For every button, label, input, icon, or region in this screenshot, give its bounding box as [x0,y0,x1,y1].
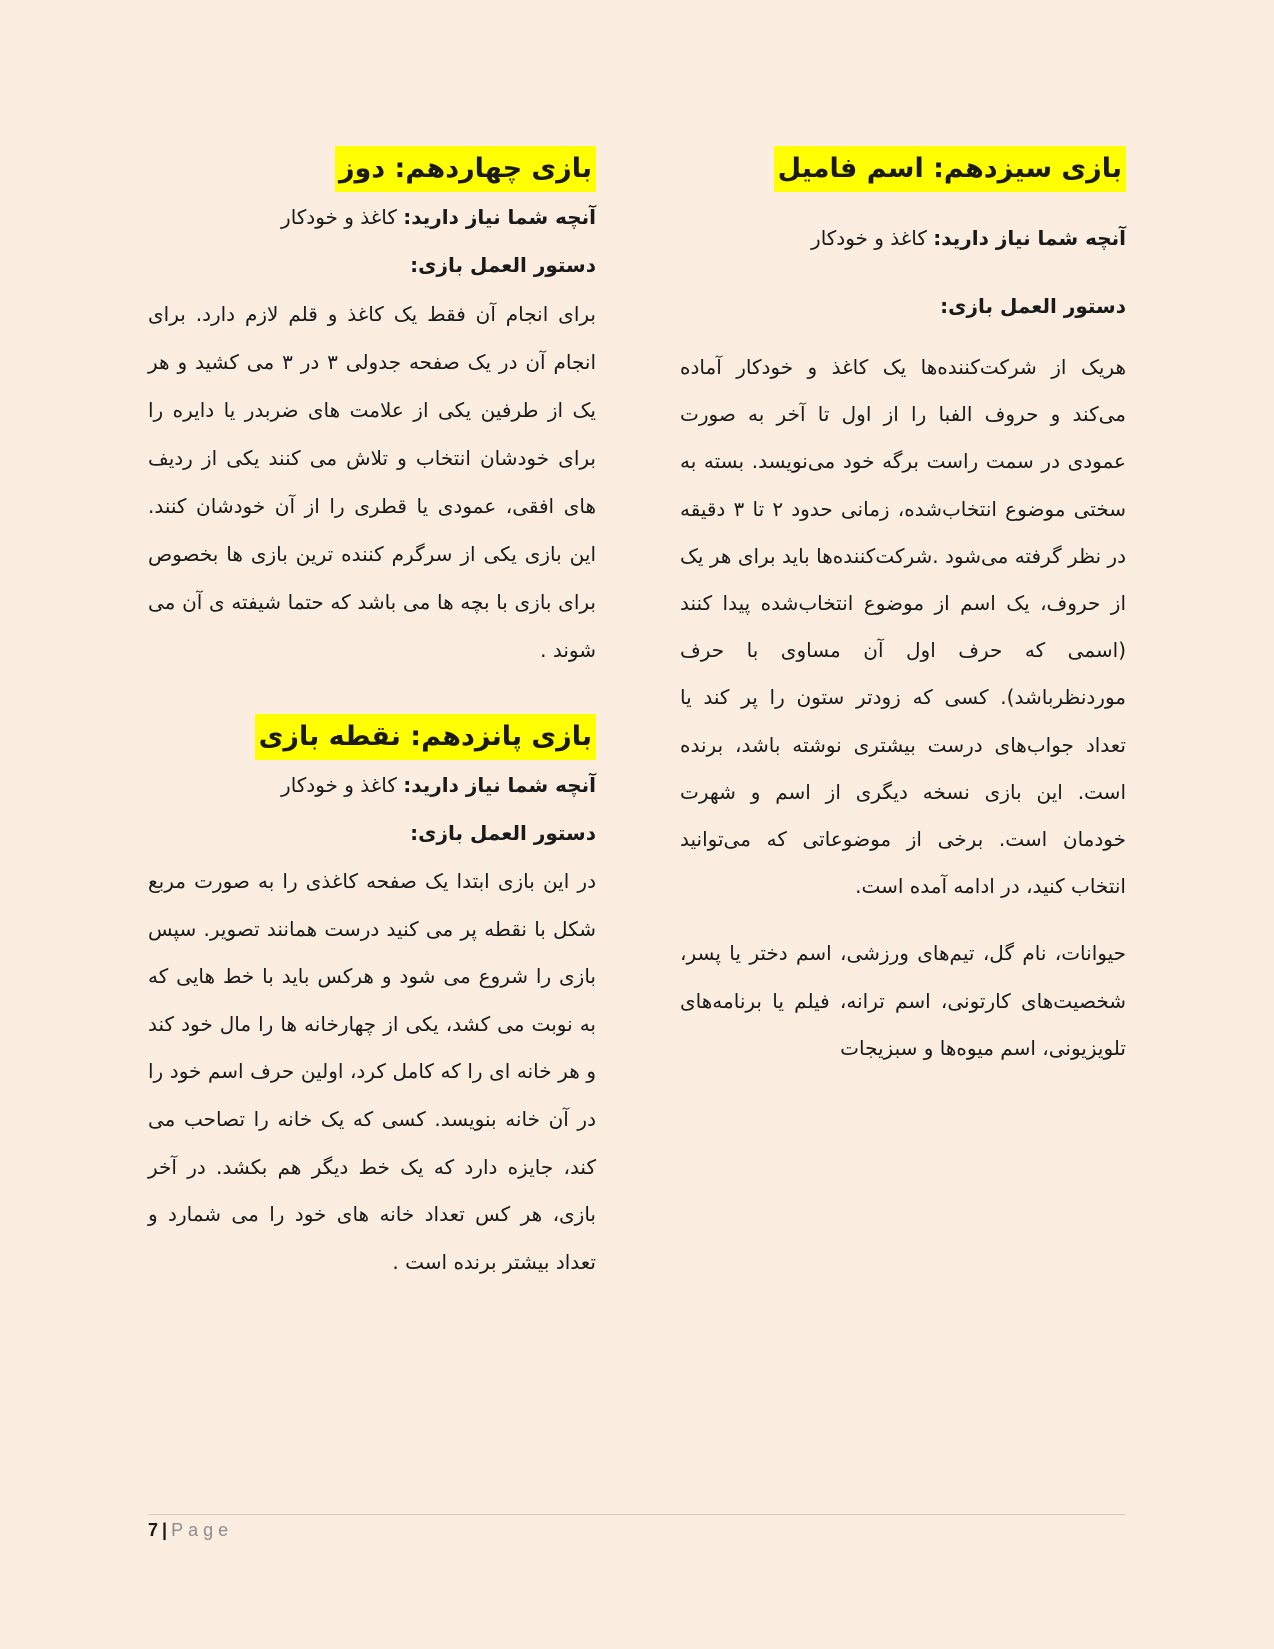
game15-title: بازی پانزدهم: نقطه بازی [255,714,596,760]
game14-need-label: آنچه شما نیاز دارید: [403,205,596,229]
footer-divider [148,1514,1126,1515]
game13-body: هریک از شرکت‌کننده‌ها یک کاغذ و خودکار آماده می‌کند و حروف الفبا را از اول تا آخر به صورت عمودی در سمت راست برگه خود می‌نویسد. بسته به سختی موضوع انتخاب‌شده، زمانی حدود ۲ تا ۳ دقیقه در نظر گرفته می‌شود .شرکت‌کننده‌ها باید برای هر یک از حروف، یک اسم از موضوع انتخاب‌شده پیدا کنند (اسمی که حرف اول آن مساوی با حرف موردنظرباشد). کسی که زودتر ستون را پر کند یا تعداد جواب‌های درست بیشتری نوشته باشد، برنده است. این بازی نسخه دیگری از اسم و شهرت خودمان است. برخی از موضوعاتی که می‌توانید انتخاب کنید، در ادامه آمده است. [680,355,1126,899]
game14-section [148,146,596,674]
game15-section [148,714,596,1286]
footer-separator: | [162,1520,168,1540]
game13-instructions-label: دستور العمل بازی: [940,294,1126,318]
game14-title: بازی چهاردهم: دوز [335,146,596,192]
game15-need-value: کاغذ و خودکار [281,773,404,797]
game13-section [680,146,1126,1072]
game15-body: در این بازی ابتدا یک صفحه کاغذی را به صورت مربع شکل با نقطه پر می کنید درست همانند تصویر. سپس بازی را شروع می شود و هرکس باید با خط هایی که به نوبت می کشد، یکی از چهارخانه ها را مال خود کند و هر خانه ای را که کامل کرد، اولین حرف اسم خود را در آن خانه بنویسد. کسی که یک خانه را تصاحب می کند، جایزه دارد که یک خط دیگر هم بکشد. در آخر بازی، هر کس تعداد خانه های خود را می شمارد و تعداد بیشتر برنده است . [148,869,596,1274]
game13-need [680,214,1126,262]
game14-instructions-label: دستور العمل بازی: [410,253,596,277]
game13-topics: حیوانات، نام گل، تیم‌های ورزشی، اسم دختر یا پسر، شخصیت‌های کارتونی، اسم ترانه، فیلم یا برنامه‌های تلویزیونی، اسم میوه‌ها و سبزیجات [680,941,1126,1060]
game13-need-value: کاغذ و خودکار [811,226,934,250]
game13-title: بازی سیزدهم: اسم فامیل [774,146,1126,192]
game15-need [148,762,596,808]
game15-instructions-label: دستور العمل بازی: [410,821,596,845]
page-label: Page [171,1520,234,1540]
game14-body: برای انجام آن فقط یک کاغذ و قلم لازم دارد. برای انجام آن در یک صفحه جدولی ۳ در ۳ می کشید و هر یک از طرفین یکی از علامت های ضربدر یا دایره را برای خودشان انتخاب و تلاش می کنند یکی از ردیف های افقی، عمودی یا قطری را از آن خودشان کنند. این بازی یکی از سرگرم کننده ترین بازی ها بخصوص برای بازی با بچه ها می باشد که حتما شیفته ی آن می شوند . [148,302,597,662]
page-number: 7 [148,1520,159,1540]
game15-need-label: آنچه شما نیاز دارید: [403,773,596,797]
game14-need-value: کاغذ و خودکار [281,205,404,229]
game13-need-label: آنچه شما نیاز دارید: [933,226,1126,250]
page-footer [148,1520,233,1541]
left-column [148,146,596,1306]
game14-need [148,194,596,240]
